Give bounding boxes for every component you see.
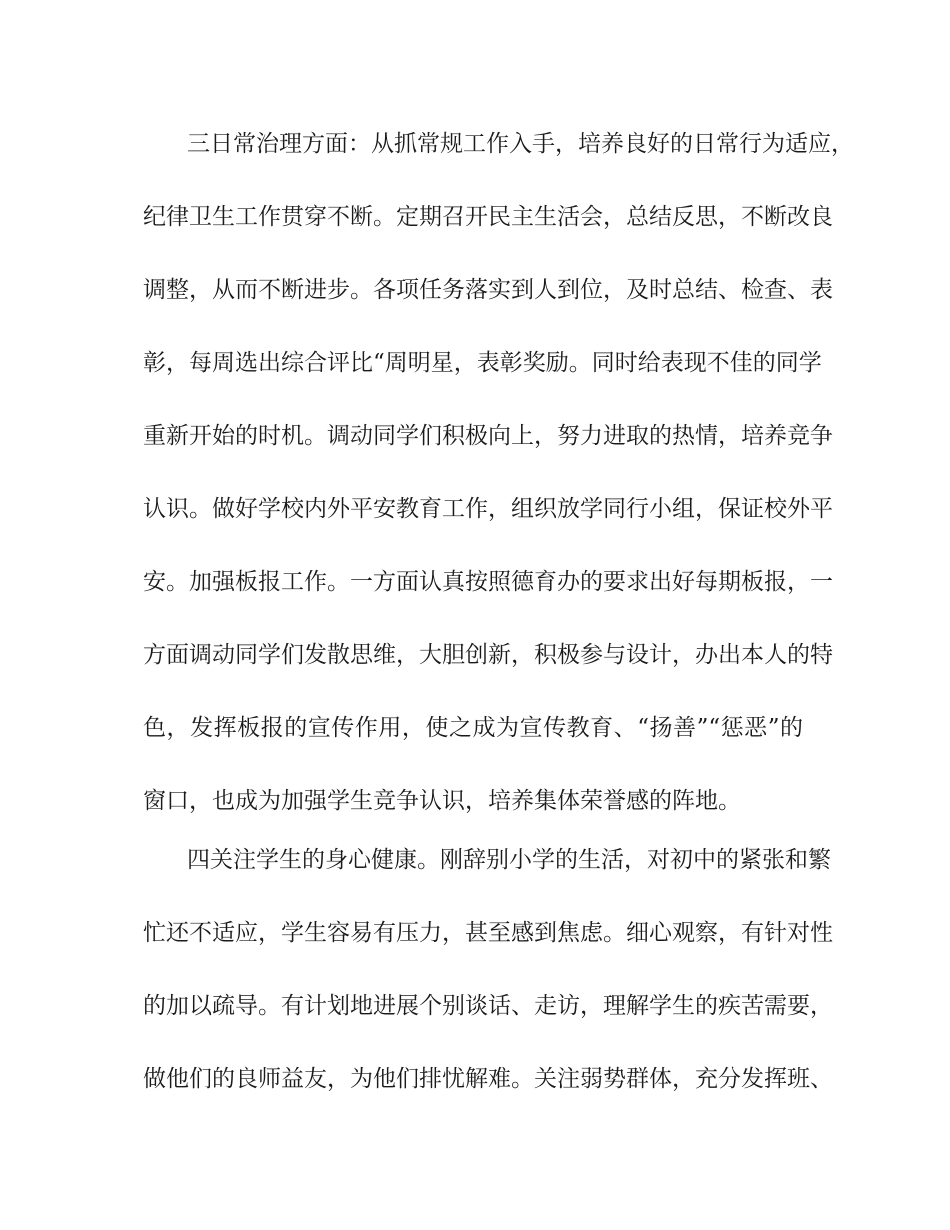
- text-line: 彰，每周选出综合评比“周明星，表彰奖励。同时给表现不佳的同学: [143, 350, 822, 376]
- text-line: 忙还不适应，学生容易有压力，甚至感到焦虑。细心观察，有针对性: [143, 920, 833, 946]
- text-line: 认识。做好学校内外平安教育工作，组织放学同行小组，保证校外平: [143, 496, 833, 522]
- text-line: 色，发挥板报的宣传作用，使之成为宣传教育、“扬善”“惩恶”的: [143, 715, 803, 741]
- text-line: 的加以疏导。有计划地进展个别谈话、走访，理解学生的疾苦需要，: [143, 993, 833, 1019]
- text-line: 重新开始的时机。调动同学们积极向上，努力进取的热情，培养竞争: [143, 423, 833, 449]
- text-line: 纪律卫生工作贯穿不断。定期召开民主生活会，总结反思，不断改良: [143, 204, 833, 230]
- text-line: 做他们的良师益友，为他们排忧解难。关注弱势群体，充分发挥班、: [143, 1066, 833, 1092]
- text-line: 四关注学生的身心健康。刚辞别小学的生活，对初中的紧张和繁: [187, 847, 831, 873]
- text-line: 三日常治理方面：从抓常规工作入手，培养良好的日常行为适应，: [187, 131, 854, 157]
- text-line: 方面调动同学们发散思维，大胆创新，积极参与设计，办出本人的特: [143, 642, 833, 668]
- text-line: 调整，从而不断进步。各项任务落实到人到位，及时总结、检查、表: [143, 277, 833, 303]
- text-line: 安。加强板报工作。一方面认真按照德育办的要求出好每期板报，一: [143, 569, 833, 595]
- text-line: 窗口，也成为加强学生竞争认识，培养集体荣誉感的阵地。: [143, 788, 741, 814]
